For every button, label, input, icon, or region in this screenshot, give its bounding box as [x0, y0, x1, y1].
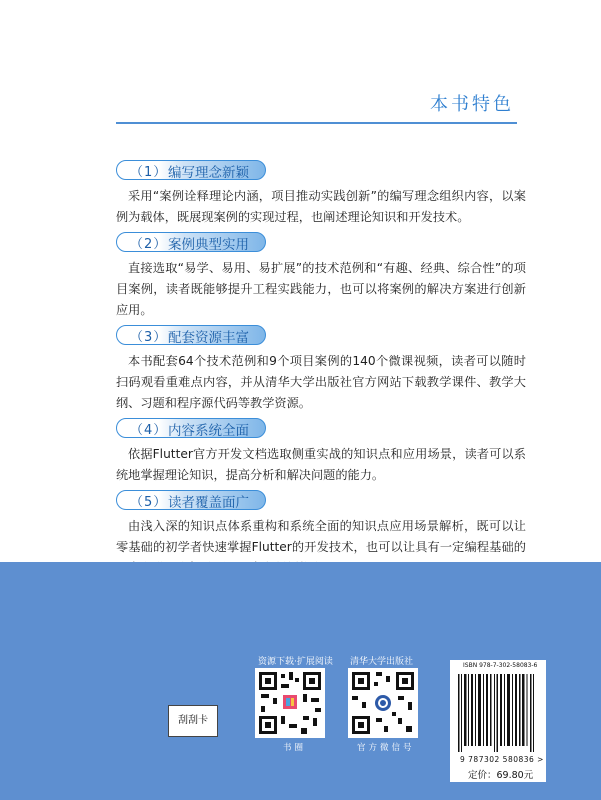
qr-left-icon[interactable] — [255, 668, 325, 738]
scratch-card[interactable]: 刮刮卡 — [168, 705, 218, 737]
qr-right-icon[interactable] — [348, 668, 418, 738]
feature-body: 直接选取“易学、易用、易扩展”的技术范例和“有趣、经典、综合性”的项目案例，读者既能够提升工程实践能力，也可以将案例的解决方案进行创新应用。 — [116, 261, 526, 317]
feature-2 — [116, 232, 526, 321]
isbn-number: 9 787302 580836 > — [460, 755, 544, 764]
feature-heading — [116, 325, 526, 349]
qr-left-caption: 书圈 — [283, 743, 307, 753]
qr-code-icon — [348, 668, 418, 738]
qr-right-label: 清华大学出版社 — [350, 657, 414, 667]
feature-body: 采用“案例诠释理论内涵，项目推动实践创新”的编写理念组织内容，以案例为载体，既展现案例的实现过程，也阐述理论知识和开发技术。 — [116, 189, 526, 224]
feature-heading — [116, 232, 526, 256]
feature-body: 依据Flutter官方开发文档选取侧重实战的知识点和应用场景，读者可以系统地掌握理论知识，提高分析和解决问题的能力。 — [116, 447, 526, 482]
price-label: 定价：69.80元 — [468, 770, 534, 781]
feature-number: （3） — [130, 330, 168, 345]
feature-number: （5） — [130, 495, 168, 510]
qr-left-label: 资源下载·扩展阅读 — [258, 657, 333, 667]
feature-heading-text: 读者覆盖面广 — [168, 495, 249, 511]
page-title: 本书特色 — [430, 94, 514, 115]
features-list — [116, 160, 526, 583]
title-rule — [116, 122, 517, 124]
feature-3 — [116, 325, 526, 414]
feature-heading — [116, 490, 526, 514]
feature-heading-text: 案例典型实用 — [168, 237, 249, 253]
feature-1 — [116, 160, 526, 228]
feature-number: （4） — [130, 423, 168, 438]
qr-right-caption: 官方微信号 — [357, 743, 415, 753]
feature-heading-text: 配套资源丰富 — [168, 330, 249, 346]
feature-4 — [116, 418, 526, 486]
qr-code-icon — [255, 668, 325, 738]
feature-number: （1） — [130, 165, 168, 180]
feature-heading — [116, 418, 526, 442]
feature-body: 由浅入深的知识点体系重构和系统全面的知识点应用场景解析，既可以让零基础的初学者快速掌握Flutter的开发技术，也可以让具有一定编程基础的 — [116, 519, 526, 554]
feature-number: （2） — [130, 237, 168, 252]
feature-heading-text: 内容系统全面 — [168, 423, 249, 439]
feature-heading — [116, 160, 526, 184]
feature-body: 本书配套64个技术范例和9个项目案例的140个微课视频，读者可以随时扫码观看重难点内容，并从清华大学出版社官方网站下载教学课件、教学大纲、习题和程序源代码等教学资源。 — [116, 354, 526, 410]
feature-heading-text: 编写理念新颖 — [168, 165, 249, 181]
isbn-label: ISBN 978-7-302-58083-6 — [463, 662, 538, 669]
